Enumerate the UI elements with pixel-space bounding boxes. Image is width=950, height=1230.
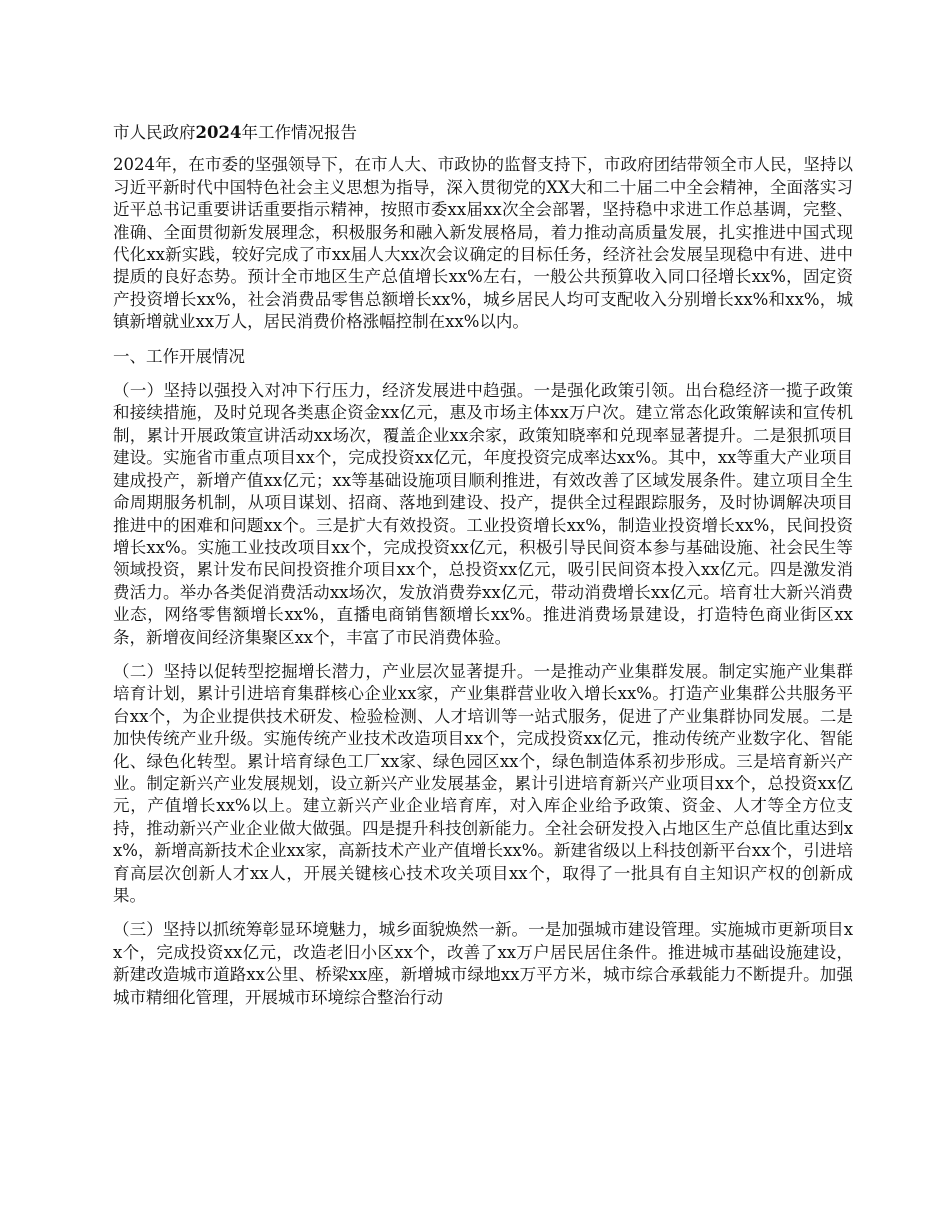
title-prefix: 市人民政府 [113,123,196,142]
section-heading: 一、工作开展情况 [113,346,245,366]
document-page [113,122,853,1021]
paragraph-environment: （三）坚持以抓统筹彰显环境魅力，城乡面貌焕然一新。一是加强城市建设管理。实施城市更新项目xx个，完成投资xx亿元，改造老旧小区xx个，改善了xx万户居民居住条件。推进城市基础设施建设，新建改造城市道路xx公里、桥梁xx座，新增城市绿地xx万平方米，城市综合承载能力不断提升。加强城市精细化管理，开展城市环境综合整治行动 [113,920,853,1007]
intro-paragraph: 2024年，在市委的坚强领导下，在市人大、市政协的监督支持下，市政府团结带领全市人民，坚持以习近平新时代中国特色社会主义思想为指导，深入贯彻党的XX大和二十届二中全会精神，全面落实习近平总书记重要讲话重要指示精神，按照市委xx届xx次全会部署，坚持稳中求进工作总基调，完整、准确、全面贯彻新发展理念，积极服务和融入新发展格局，着力推动高质量发展，扎实推进中国式现代化xx新实践，较好完成了市xx届人大xx次会议确定的目标任务，经济社会发展呈现稳中有进、进中提质的良好态势。预计全市地区生产总值增长xx%左右，一般公共预算收入同口径增长xx%，固定资产投资增长xx%，社会消费品零售总额增长xx%，城乡居民人均可支配收入分别增长xx%和xx%，城镇新增就业xx万人，居民消费价格涨幅控制在xx%以内。 [113,155,853,332]
paragraph-transformation: （二）坚持以促转型挖掘增长潜力，产业层次显著提升。一是推动产业集群发展。制定实施产业集群培育计划，累计引进培育集群核心企业xx家，产业集群营业收入增长xx%。打造产业集群公共服务平台xx个，为企业提供技术研发、检验检测、人才培训等一站式服务，促进了产业集群协同发展。二是加快传统产业升级。实施传统产业技术改造项目xx个，完成投资xx亿元，推动传统产业数字化、智能化、绿色化转型。累计培育绿色工厂xx家、绿色园区xx个，绿色制造体系初步形成。三是培育新兴产业。制定新兴产业发展规划，设立新兴产业发展基金，累计引进培育新兴产业项目xx个，总投资xx亿元，产值增长xx%以上。建立新兴产业企业培育库，对入库企业给予政策、资金、人才等全方位支持，推动新兴产业企业做大做强。四是提升科技创新能力。全社会研发投入占地区生产总值比重达到xx%，新增高新技术企业xx家，高新技术产业产值增长xx%。新建省级以上科技创新平台xx个，引进培育高层次创新人才xx人，开展关键核心技术攻关项目xx个，取得了一批具有自主知识产权的创新成果。 [113,661,853,905]
paragraph-investment: （一）坚持以强投入对冲下行压力，经济发展进中趋强。一是强化政策引领。出台稳经济一揽子政策和接续措施，及时兑现各类惠企资金xx亿元，惠及市场主体xx万户次。建立常态化政策解读和宣传机制，累计开展政策宣讲活动xx场次，覆盖企业xx余家，政策知晓率和兑现率显著提升。二是狠抓项目建设。实施省市重点项目xx个，完成投资xx亿元，年度投资完成率达xx%。其中，xx等重大产业项目建成投产，新增产值xx亿元；xx等基础设施项目顺利推进，有效改善了区域发展条件。建立项目全生命周期服务机制，从项目谋划、招商、落地到建设、投产，提供全过程跟踪服务，及时协调解决项目推进中的困难和问题xx个。三是扩大有效投资。工业投资增长xx%，制造业投资增长xx%，民间投资增长xx%。实施工业技改项目xx个，完成投资xx亿元，积极引导民间资本参与基础设施、社会民生等领域投资，累计发布民间投资推介项目xx个，总投资xx亿元，吸引民间资本投入xx亿元。四是激发消费活力。举办各类促消费活动xx场次，发放消费券xx亿元，带动消费增长xx亿元。培育壮大新兴消费业态，网络零售额增长xx%，直播电商销售额增长xx%。推进消费场景建设，打造特色商业街区xx条，新增夜间经济集聚区xx个，丰富了市民消费体验。 [113,381,853,647]
document-title [113,122,853,144]
title-year: 2024 [195,123,242,142]
title-suffix: 年工作情况报告 [241,123,357,142]
